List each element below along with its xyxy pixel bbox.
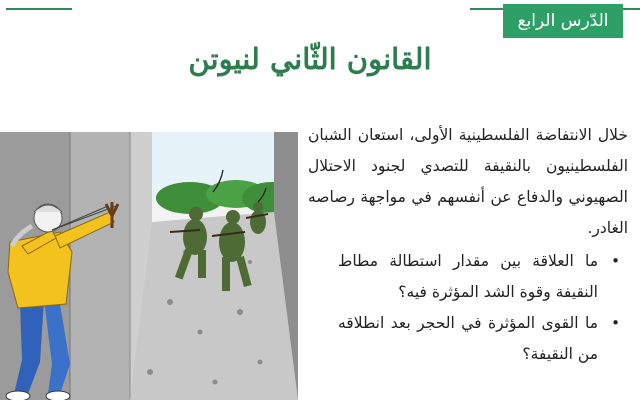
question-item — [308, 308, 628, 370]
question-text: ما العلاقة بين مقدار استطالة مطاط النقيفة وقوة الشد المؤثرة فيه؟ — [338, 252, 598, 301]
question-text: ما القوى المؤثرة في الحجر بعد انطلاقه من النقيفة؟ — [338, 314, 598, 363]
question-item — [308, 246, 628, 308]
intro-paragraph: خلال الانتفاضة الفلسطينية الأولى، استعان الشبان الفلسطينيون بالنقيفة للتصدي لجنود الاحتلال الصهيوني والدفاع عن أنفسهم في مواجهة رصاصه الغادر. — [308, 126, 628, 237]
lesson-badge — [503, 4, 623, 38]
bullet-icon: • — [611, 252, 620, 270]
page-title: القانون الثّاني لنيوتن — [188, 42, 432, 76]
top-rule-left — [6, 8, 72, 10]
lesson-label: الدّرس الرابع — [517, 11, 609, 31]
slingshot-illustration — [0, 132, 298, 400]
question-list — [308, 246, 628, 370]
lesson-text — [308, 120, 628, 370]
bullet-icon: • — [611, 314, 620, 332]
